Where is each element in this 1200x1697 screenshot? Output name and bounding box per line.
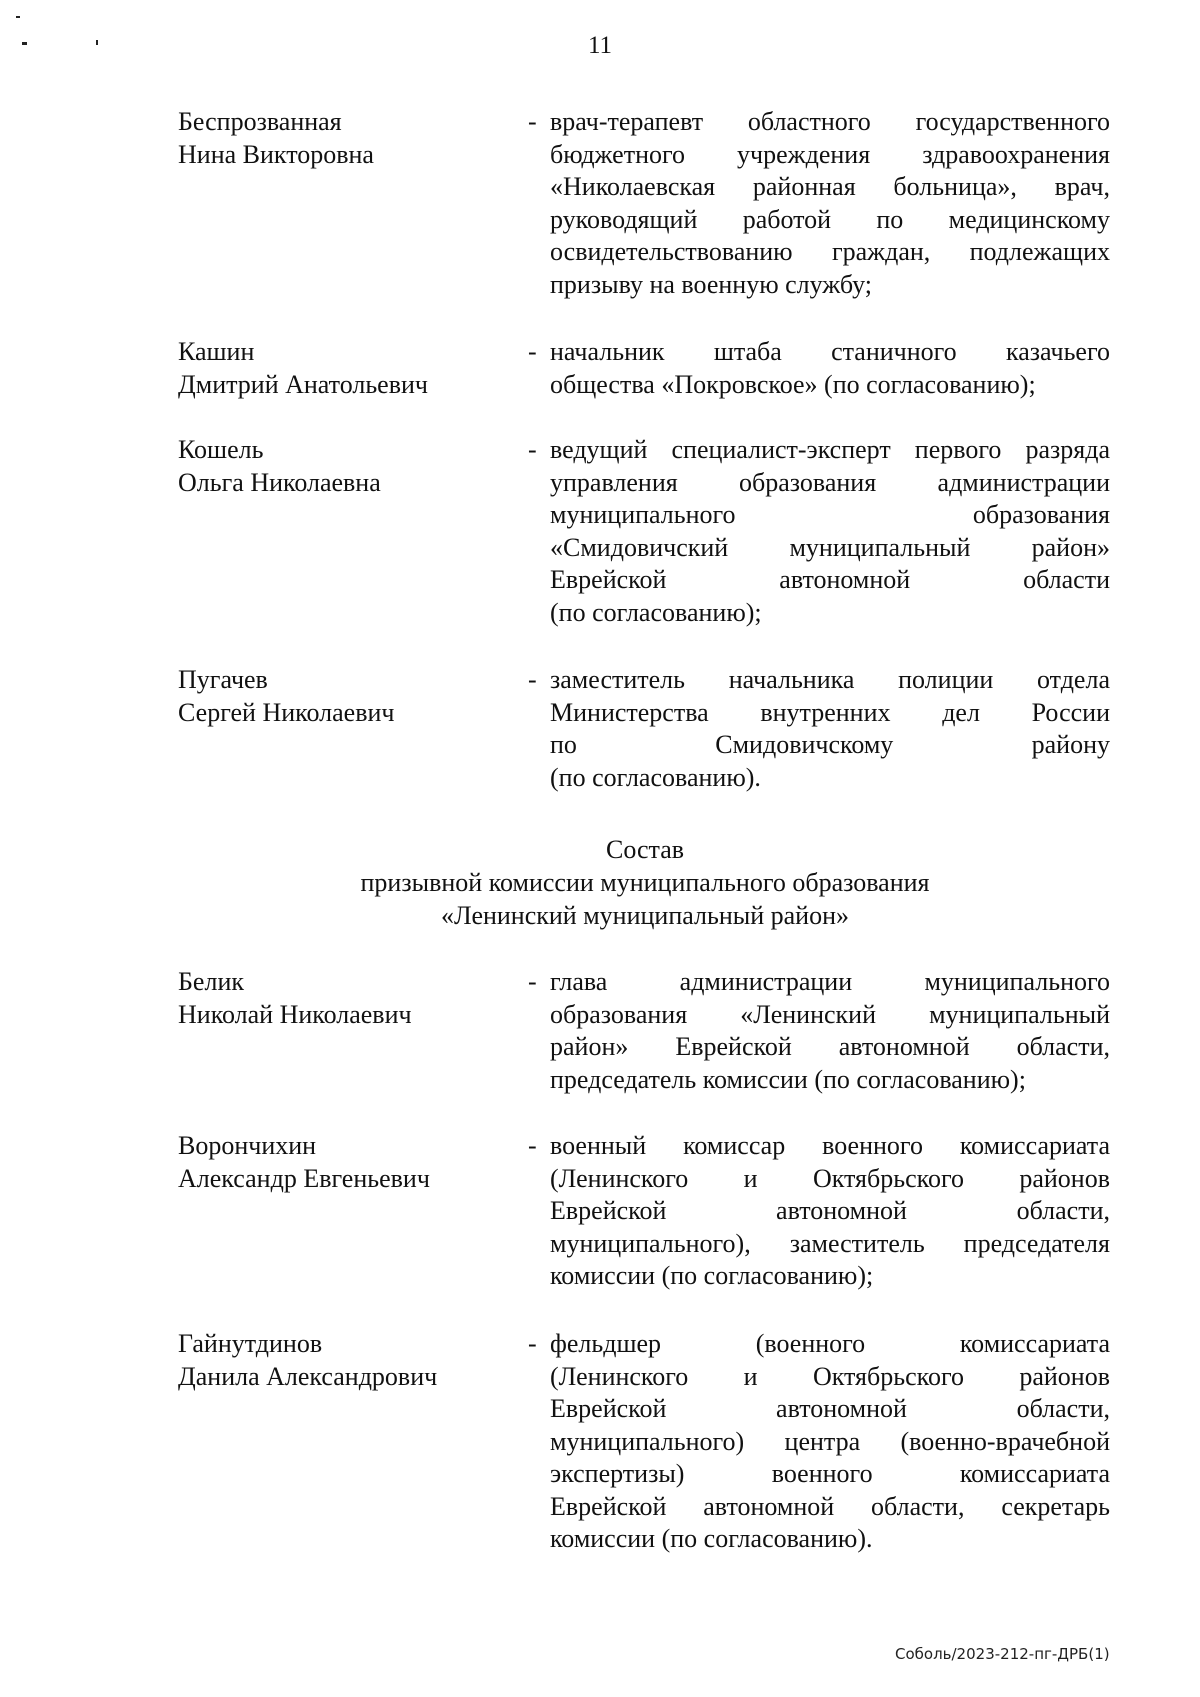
member-given-names: Николай Николаевич [178, 999, 412, 1029]
role-line: бюджетного учреждения здравоохранения [550, 139, 1110, 169]
member-surname: Кошель [178, 435, 264, 464]
role-line: (Ленинского и Октябрьского районов [550, 1361, 1110, 1391]
role-line: по Смидовичскому району [550, 730, 1110, 759]
role-line: район» Еврейской автономной области, [550, 1032, 1110, 1061]
member-surname: Пугачев [178, 665, 268, 694]
heading-subtitle: призывной комиссии муниципального образования [360, 868, 930, 897]
role-line: (по согласованию). [550, 762, 761, 792]
commission-member-entry [178, 966, 1118, 1096]
member-name [178, 106, 528, 301]
member-name [178, 336, 528, 401]
role-line: Еврейской автономной области, секретарь [550, 1491, 1110, 1521]
member-role [550, 1130, 1110, 1293]
commission-member-entry [178, 336, 1118, 401]
role-line: (по согласованию); [550, 597, 762, 627]
member-given-names: Дмитрий Анатольевич [178, 369, 428, 399]
member-role [550, 966, 1110, 1096]
role-line: врач-терапевт областного государственного [550, 107, 1110, 136]
heading-title: Состав [605, 835, 685, 864]
section-heading [45, 833, 1200, 932]
commission-member-entry [178, 1130, 1118, 1293]
member-surname: Гайнутдинов [178, 1329, 323, 1358]
role-line: комиссии (по согласованию); [550, 1261, 874, 1290]
member-surname: Белик [178, 967, 244, 996]
commission-member-entry [178, 664, 1118, 794]
commission-member-entry [178, 106, 1118, 301]
role-line: призыву на военную службу; [550, 269, 873, 299]
member-name [178, 966, 528, 1096]
heading-district: «Ленинский муниципальный район» [440, 901, 850, 930]
role-line: Еврейской автономной области, [550, 1394, 1110, 1423]
role-line: заместитель начальника полиции отдела [550, 665, 1110, 694]
member-name [178, 434, 528, 629]
member-role [550, 1328, 1110, 1556]
role-line: начальник штаба станичного казачьего [550, 337, 1110, 366]
role-line: военный комиссар военного комиссариата [550, 1131, 1110, 1160]
member-role [550, 336, 1110, 401]
role-line: Министерства внутренних дел России [550, 697, 1110, 727]
member-surname: Ворончихин [178, 1131, 317, 1160]
role-line: экспертизы) военного комиссариата [550, 1459, 1110, 1488]
member-given-names: Сергей Николаевич [178, 697, 395, 727]
member-surname: Беспрозванная [178, 107, 342, 136]
document-code: Соболь/2023-212-пг-ДРБ(1) [895, 1645, 1110, 1663]
entry-dash: - [528, 337, 537, 366]
role-line: муниципального), заместитель председателя [550, 1228, 1110, 1258]
member-name [178, 664, 528, 794]
role-line: ведущий специалист-эксперт первого разряда [550, 435, 1110, 464]
commission-member-entry [178, 1328, 1118, 1556]
role-line: управления образования администрации [550, 467, 1110, 497]
scan-speck [16, 16, 20, 18]
role-line: освидетельствованию граждан, подлежащих [550, 237, 1110, 266]
entry-dash: - [528, 967, 537, 996]
role-line: общества «Покровское» (по согласованию); [550, 369, 1036, 399]
member-given-names: Данила Александрович [178, 1361, 438, 1391]
entry-dash: - [528, 1329, 537, 1358]
entry-dash: - [528, 435, 537, 464]
role-line: муниципального образования [550, 500, 1110, 529]
entry-dash: - [528, 107, 537, 136]
role-line: Еврейской автономной области [550, 565, 1110, 594]
role-line: (Ленинского и Октябрьского районов [550, 1163, 1110, 1193]
role-line: комиссии (по согласованию). [550, 1524, 873, 1553]
member-role [550, 434, 1110, 629]
member-given-names: Нина Викторовна [178, 139, 374, 169]
role-line: фельдшер (военного комиссариата [550, 1329, 1110, 1358]
member-role [550, 664, 1110, 794]
role-line: «Смидовичский муниципальный район» [550, 532, 1110, 562]
role-line: председатель комиссии (по согласованию); [550, 1064, 1026, 1094]
member-name [178, 1328, 528, 1556]
entry-dash: - [528, 1131, 537, 1160]
member-name [178, 1130, 528, 1293]
role-line: глава администрации муниципального [550, 967, 1110, 996]
member-given-names: Ольга Николаевна [178, 467, 381, 497]
entry-dash: - [528, 665, 537, 694]
page-number: 11 [587, 32, 613, 59]
role-line: Еврейской автономной области, [550, 1196, 1110, 1225]
member-surname: Кашин [178, 337, 255, 366]
commission-member-entry [178, 434, 1118, 629]
member-given-names: Александр Евгеньевич [178, 1163, 430, 1193]
role-line: руководящий работой по медицинскому [550, 204, 1110, 234]
role-line: муниципального) центра (военно-врачебной [550, 1426, 1110, 1456]
role-line: «Николаевская районная больница», врач, [550, 172, 1110, 201]
role-line: образования «Ленинский муниципальный [550, 999, 1110, 1029]
member-role [550, 106, 1110, 301]
